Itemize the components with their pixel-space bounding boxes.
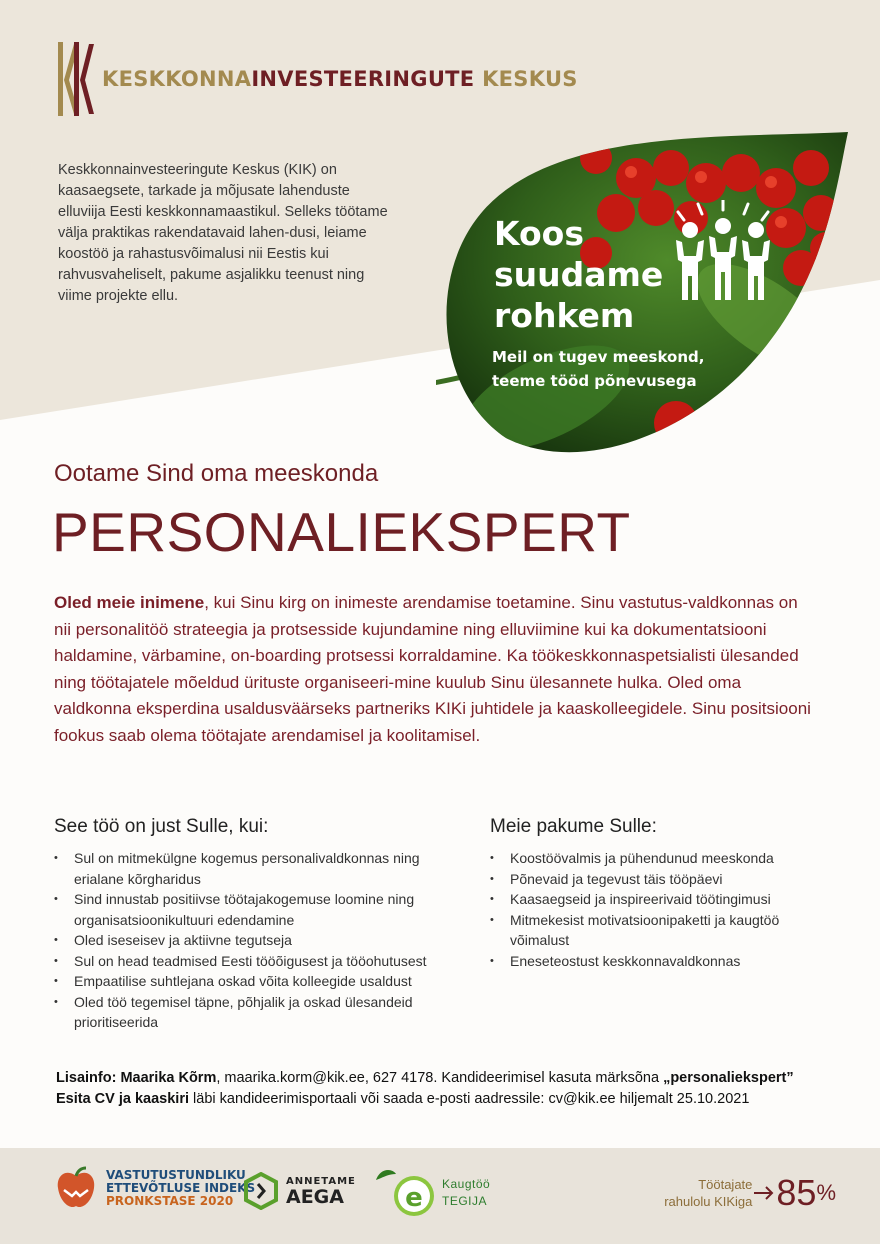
lead-bold: Oled meie inimene (54, 593, 205, 612)
kaugtoo-tegija-badge (372, 1166, 490, 1220)
contact-line-2 (56, 1089, 794, 1110)
requirement-item: • Sul on head teadmised Eesti tööõigusest ja tööohutusest (54, 951, 454, 972)
satisfaction-label-1: Töötajate (698, 1177, 753, 1192)
arrow-right-icon (752, 1181, 776, 1205)
offer-item: • Mitmekesist motivatsioonipaketti ja kaugtöö võimalust (490, 910, 820, 951)
contact-info (56, 1068, 794, 1110)
application-keyword: „personaliekspert” (663, 1070, 794, 1086)
requirement-item: • Oled töö tegemisel täpne, põhjalik ja oskad ülesandeid prioritiseerida (54, 992, 454, 1033)
offer-item: • Kaasaegseid ja inspireerivaid töötingimusi (490, 889, 820, 910)
kaugtoo-line-1: Kaugtöö (442, 1177, 491, 1191)
satisfaction-label (664, 1176, 752, 1210)
aega-text (286, 1176, 356, 1207)
requirements-list (54, 848, 454, 1033)
contact-details: , maarika.korm@kik.ee, 627 4178. Kandideerimisel kasuta märksõna (216, 1070, 664, 1086)
brand-part-3: KESKUS (482, 67, 578, 91)
offer-list (490, 848, 820, 971)
requirements-title: See töö on just Sulle, kui: (54, 816, 269, 837)
clock-hand-icon (242, 1172, 280, 1210)
responsibility-index-badge (56, 1166, 255, 1210)
e-leaf-icon (372, 1166, 436, 1220)
kaugtoo-text (442, 1176, 490, 1210)
job-title: PERSONALIEKSPERT (52, 501, 631, 563)
requirement-item: • Oled iseseisev ja aktiivne tegutseja (54, 930, 454, 951)
kicker-heading: Ootame Sind oma meeskonda (54, 460, 379, 487)
brand-logo (56, 42, 578, 116)
brand-part-2: INVESTEERINGUTE (251, 67, 475, 91)
people-cheering-icon (668, 200, 778, 304)
offer-item: • Põnevaid ja tegevust täis tööpäevi (490, 869, 820, 890)
satisfaction-label-2: rahulolu KIKiga (664, 1194, 753, 1209)
requirement-item: • Sind innustab positiivse töötajakogemuse loomine ning organisatsioonikultuuri edendamine (54, 889, 454, 930)
kik-logo-mark (56, 42, 94, 116)
hero-subtitle: Meil on tugev meeskond, teeme tööd põnevusega (492, 348, 705, 390)
intro-text: Keskkonnainvesteeringute Keskus (KIK) on kaasaegsete, tarkade ja mõjusate lahenduste elluviija Eesti keskkonnamaastikul. Selleks töötame välja praktikas rakendatavaid lahen-dusi, leiame koostöö ja rahastusvõimalusi nii Eestis kui rahvusvaheliselt, pakume asjalikku teenust ning viime projekte ellu. (58, 162, 388, 304)
svg-text:e: e (405, 1183, 423, 1213)
aega-line-2: AEGA (286, 1185, 344, 1208)
index-text (106, 1169, 255, 1208)
satisfaction-stat (664, 1172, 836, 1214)
requirement-item: • Empaatilise suhtlejana oskad võita kolleegide usaldust (54, 971, 454, 992)
contact-person: Lisainfo: Maarika Kõrm (56, 1070, 217, 1086)
index-line-2: ETTEVÕTLUSE INDEKS (106, 1180, 256, 1195)
lead-text: , kui Sinu kirg on inimeste arendamise toetamine. Sinu vastutus-valdkonnas on nii personalitöö strateegia ja protsesside kujundamine ning elluviimine kui ka dokumentatsiooni haldamine, värbamine, on-boarding protsessi korraldamine. Ka töökeskkonnaspetsialisti ülesanded ning töötajatele mõeldud ürituste organiseeri-mine kuulub Sinu ülesannete hulka. Oled oma valdkonna eksperdina usaldusväärseks partneriks KIKi juhtidele ja kaaskolleegidele. Sinu positsiooni fookus saab olema töötajate arendamisel ja koolitamisel. (54, 593, 811, 745)
lead-paragraph (54, 590, 814, 749)
offer-title: Meie pakume Sulle: (490, 816, 657, 837)
satisfaction-value: 85 (776, 1172, 817, 1213)
offer-item: • Koostöövalmis ja pühendunud meeskonda (490, 848, 820, 869)
brand-name (102, 67, 578, 91)
contact-line-1 (56, 1068, 794, 1089)
apply-instruction: Esita CV ja kaaskiri (56, 1091, 189, 1107)
offer-item: • Eneseteostust keskkonnavaldkonnas (490, 951, 820, 972)
brand-part-1: KESKKONNA (102, 67, 252, 91)
index-line-3: PRONKSTASE 2020 (106, 1193, 234, 1208)
aega-line-1: ANNETAME (286, 1175, 356, 1187)
requirement-item: • Sul on mitmekülgne kogemus personalivaldkonnas ning erialane kõrgharidus (54, 848, 454, 889)
kaugtoo-line-2: TEGIJA (442, 1194, 488, 1208)
index-line-1: VASTUTUSTUNDLIKU (106, 1167, 246, 1182)
hero-title: Koos suudame rohkem (494, 214, 664, 335)
apply-details: läbi kandideerimisportaali või saada e-posti aadressile: cv@kik.ee hiljemalt 25.10.2021 (189, 1091, 750, 1107)
apple-hands-icon (56, 1166, 96, 1210)
satisfaction-unit: % (816, 1180, 836, 1205)
annetame-aega-badge (242, 1172, 356, 1210)
